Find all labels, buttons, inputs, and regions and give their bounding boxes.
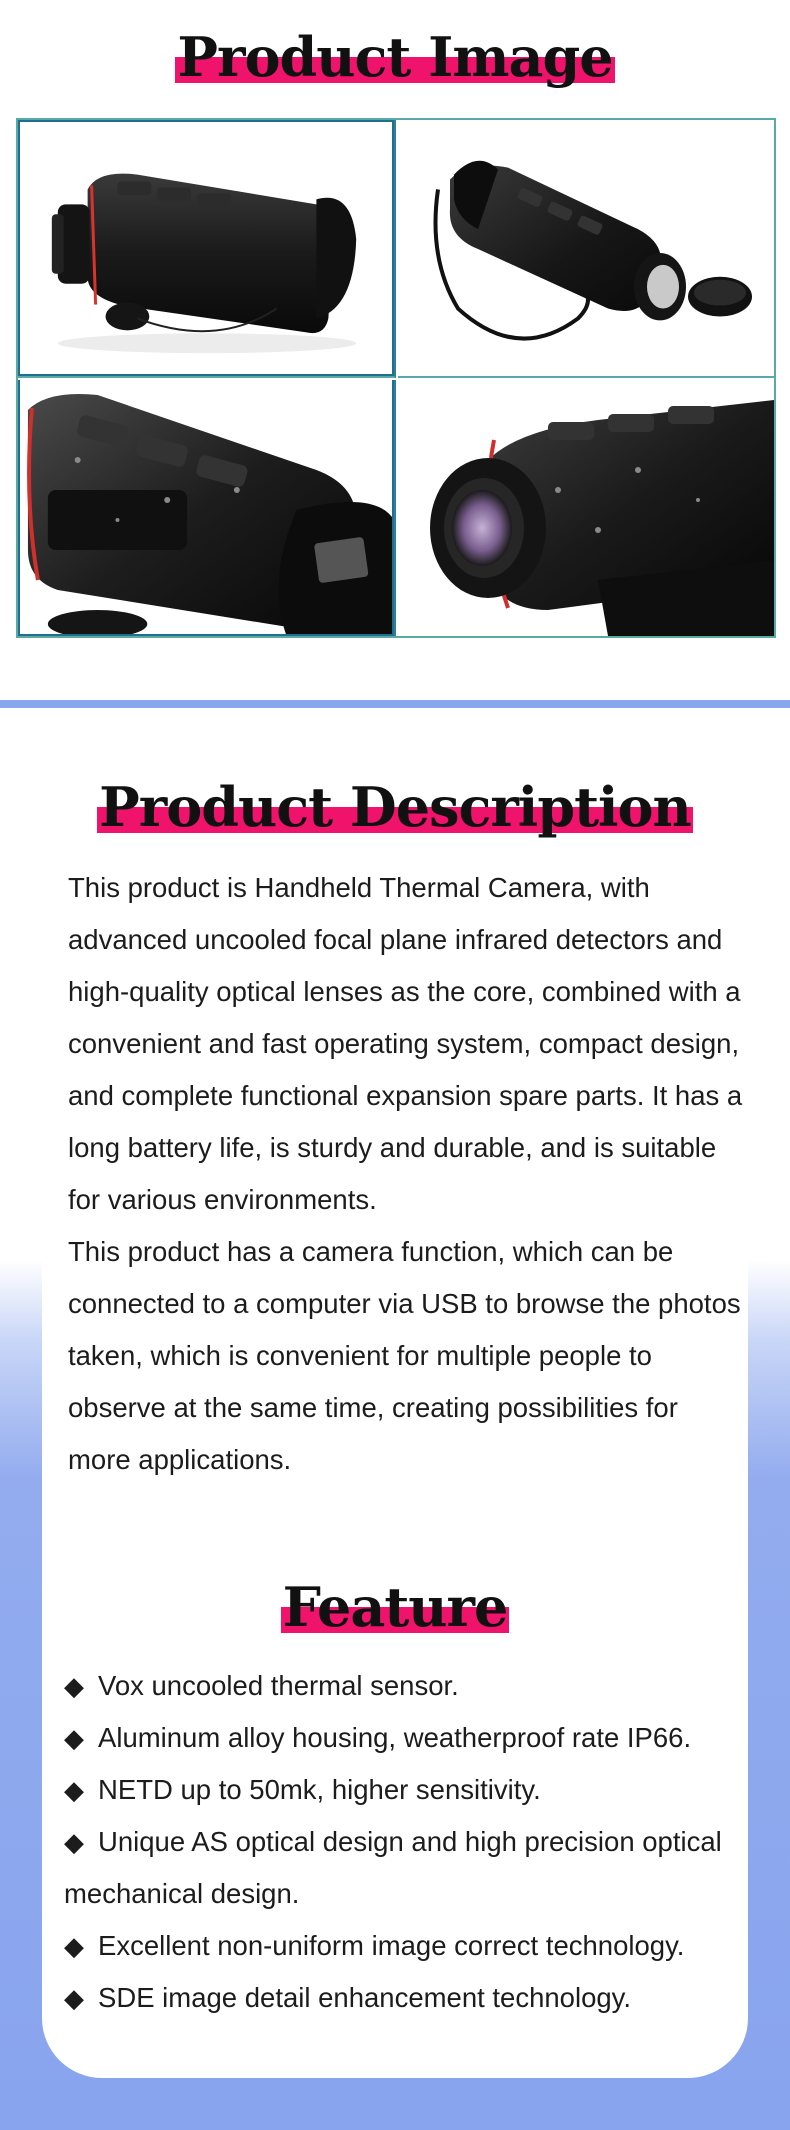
product-photo-lens-closeup [398, 380, 774, 636]
diamond-bullet-icon: ◆ [64, 1931, 84, 1961]
diamond-bullet-icon: ◆ [64, 1671, 84, 1701]
feature-item: ◆ Unique AS optical design and high precision optical mechanical design. [64, 1816, 764, 1920]
product-photo-lanyard-view [398, 120, 774, 378]
feature-item: ◆ SDE image detail enhancement technology. [64, 1972, 764, 2024]
product-description-text [68, 862, 748, 1486]
product-photo-eyepiece-closeup [18, 380, 396, 636]
diamond-bullet-icon: ◆ [64, 1827, 84, 1857]
feature-title: Feature [282, 1575, 508, 1639]
product-photo-side-view [18, 120, 396, 378]
feature-list [64, 1660, 764, 2024]
feature-item: ◆ Aluminum alloy housing, weatherproof rate IP66. [64, 1712, 764, 1764]
diamond-bullet-icon: ◆ [64, 1775, 84, 1805]
product-image-title: Product Image [177, 25, 613, 89]
feature-item: ◆ Vox uncooled thermal sensor. [64, 1660, 764, 1712]
diamond-bullet-icon: ◆ [64, 1983, 84, 2013]
feature-item: ◆ Excellent non-uniform image correct technology. [64, 1920, 764, 1972]
section-divider [0, 700, 790, 708]
description-paragraph-1: This product is Handheld Thermal Camera, with advanced uncooled focal plane infrared detectors and high-quality optical lenses as the core, combined with a convenient and fast operating system, compact design, and complete functional expansion spare parts. It has a long battery life, is sturdy and durable, and is suitable for various environments. [68, 872, 743, 1215]
product-image-grid [16, 118, 776, 638]
description-paragraph-2: This product has a camera function, which can be connected to a computer via USB to browse the photos taken, which is convenient for multiple people to observe at the same time, creating possibilities for more applications. [68, 1236, 741, 1475]
feature-item: ◆ NETD up to 50mk, higher sensitivity. [64, 1764, 764, 1816]
diamond-bullet-icon: ◆ [64, 1723, 84, 1753]
product-description-title: Product Description [99, 775, 691, 839]
